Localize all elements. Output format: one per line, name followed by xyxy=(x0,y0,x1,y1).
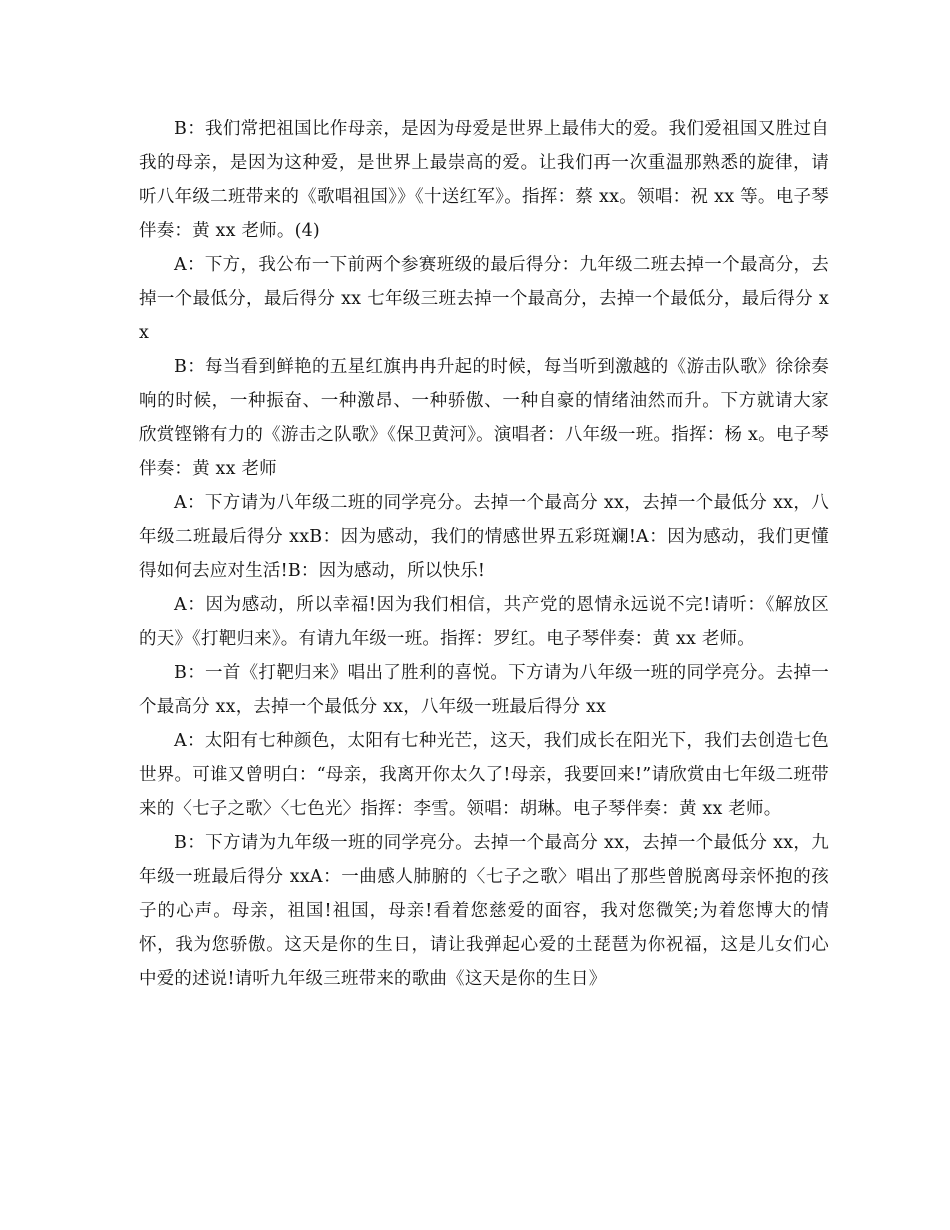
paragraph-8: B：下方请为九年级一班的同学亮分。去掉一个最高分 xx，去掉一个最低分 xx，九年级一班最后得分 xxA：一曲感人肺腑的〈七子之歌〉唱出了那些曾脱离母亲怀抱的孩子的心声。母亲，祖国!祖国，母亲!看着您慈爱的面容，我对您微笑;为着您博大的情怀，我为您骄傲。这天是你的生日，请让我弹起心爱的土琵琶为你祝福，这是儿女们心中爱的述说!请听九年级三班带来的歌曲《这天是你的生日》 xyxy=(139,833,829,989)
document-body xyxy=(139,112,829,996)
paragraph-5: A：因为感动，所以幸福!因为我们相信，共产党的恩情永远说不完!请听：《解放区的天》《打靶归来》。有请九年级一班。指挥：罗红。电子琴伴奏：黄 xx 老师。 xyxy=(139,595,829,649)
paragraph-6: B：一首《打靶归来》唱出了胜利的喜悦。下方请为八年级一班的同学亮分。去掉一个最高分 xx，去掉一个最低分 xx，八年级一班最后得分 xx xyxy=(139,663,829,717)
paragraph-2: A：下方，我公布一下前两个参赛班级的最后得分：九年级二班去掉一个最高分，去掉一个最低分，最后得分 xx 七年级三班去掉一个最高分，去掉一个最低分，最后得分 xx xyxy=(139,255,829,343)
paragraph-3: B：每当看到鲜艳的五星红旗冉冉升起的时候，每当听到激越的《游击队歌》徐徐奏响的时候，一种振奋、一种激昂、一种骄傲、一种自豪的情绪油然而升。下方就请大家欣赏铿锵有力的《游击之队歌》《保卫黄河》。演唱者：八年级一班。指挥：杨 x。电子琴伴奏：黄 xx 老师 xyxy=(139,357,829,479)
paragraph-7: A：太阳有七种颜色，太阳有七种光芒，这天，我们成长在阳光下，我们去创造七色世界。可谁又曾明白：“母亲，我离开你太久了!母亲，我要回来!”请欣赏由七年级二班带来的〈七子之歌〉〈七色光〉指挥：李雪。领唱：胡琳。电子琴伴奏：黄 xx 老师。 xyxy=(139,731,829,819)
paragraph-1: B：我们常把祖国比作母亲，是因为母爱是世界上最伟大的爱。我们爱祖国又胜过自我的母亲，是因为这种爱，是世界上最崇高的爱。让我们再一次重温那熟悉的旋律，请听八年级二班带来的《歌唱祖国》》《十送红军》。指挥：蔡 xx。领唱：祝 xx 等。电子琴伴奏：黄 xx 老师。(4) xyxy=(139,119,829,241)
paragraph-4: A：下方请为八年级二班的同学亮分。去掉一个最高分 xx，去掉一个最低分 xx，八年级二班最后得分 xxB：因为感动，我们的情感世界五彩斑斓!A：因为感动，我们更懂得如何去应对生活!B：因为感动，所以快乐! xyxy=(139,493,829,581)
